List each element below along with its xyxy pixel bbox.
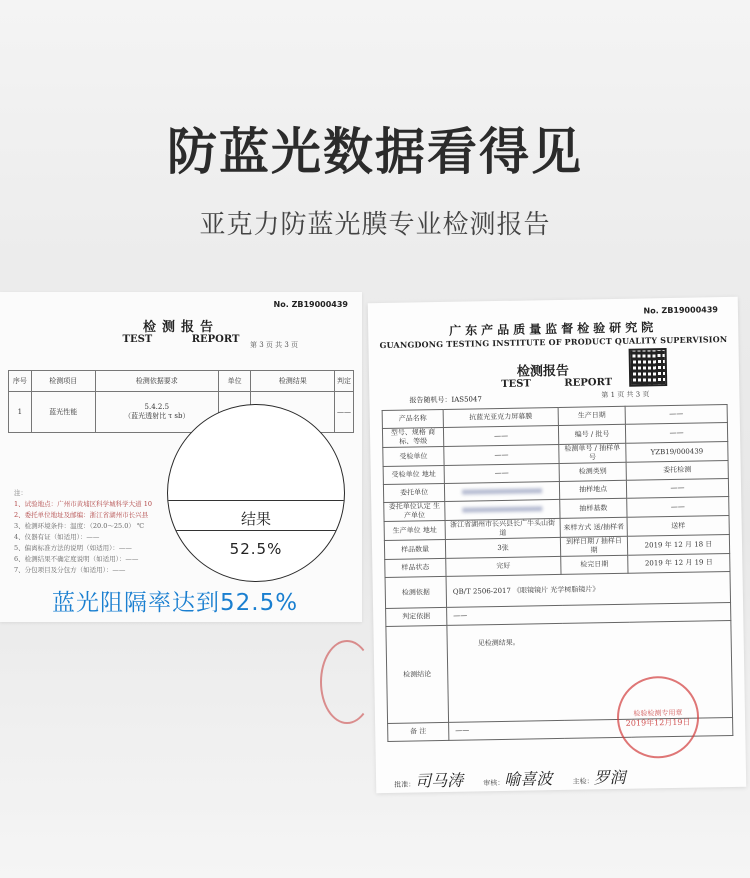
qr-code-icon <box>631 350 666 385</box>
field-label: 到样日期 / 抽样日期 <box>560 536 627 556</box>
page-subheadline: 亚克力防蓝光膜专业检测报告 <box>199 210 551 240</box>
field-label: 委托单位 <box>383 483 444 502</box>
seal-date: 2019年12月19日 <box>625 717 691 728</box>
field-label: 抽样基数 <box>560 498 627 518</box>
field-value-redacted <box>445 499 560 520</box>
result-magnifier <box>167 404 345 582</box>
field-value: —— <box>443 425 558 446</box>
page-headline: 防蓝光数据看得见 <box>167 123 583 181</box>
report-serial: 报告随机号：IAS5047 <box>409 395 482 405</box>
left-report-number: No. ZB19000439 <box>273 300 348 309</box>
field-value: 送样 <box>627 515 729 536</box>
field-value: —— <box>626 478 728 498</box>
table-header-row <box>9 371 354 392</box>
field-value: —— <box>625 423 727 444</box>
left-seal-stamp <box>320 640 374 724</box>
result-label: 结果 <box>240 510 271 528</box>
right-report-title-en: TEST REPORT <box>501 377 613 390</box>
signature-line <box>394 763 734 792</box>
field-label: 抽样地点 <box>559 480 626 499</box>
field-label: 产品名称 <box>382 409 443 428</box>
field-label: 生产日期 <box>558 406 625 425</box>
row-item: 蓝光性能 <box>31 392 95 433</box>
field-value: —— <box>444 444 559 465</box>
left-report-title-en: TEST REPORT <box>122 334 240 345</box>
field-value: 2019 年 12 月 18 日 <box>627 534 729 555</box>
note-line: 注： <box>14 489 27 497</box>
note-line: 6、检测结果不确定度说明（如适用）：—— <box>14 555 139 563</box>
right-report-sheet <box>368 297 746 793</box>
right-report-page-info: 第 1 页 共 3 页 <box>601 390 650 400</box>
field-value: YZB19/000439 <box>626 442 728 463</box>
note-line: 2、委托单位地址及邮编：浙江省湖州市长兴县 <box>14 511 149 519</box>
field-value: 委托检测 <box>626 461 728 481</box>
right-report-number: No. ZB19000439 <box>643 305 718 316</box>
header-cell: 检测项目 <box>31 371 95 392</box>
inspection-seal-stamp <box>616 676 699 759</box>
note-line: 1、试验地点：广州市黄埔区科学城科学大道 10 <box>14 500 152 508</box>
field-value: —— <box>627 496 729 517</box>
redacted-text <box>462 506 542 512</box>
field-label: 受检单位 <box>383 446 444 466</box>
redacted-text <box>462 488 542 494</box>
signature-inspector: 罗润 <box>593 767 626 788</box>
header-cell: 检测依据要求 <box>95 371 218 392</box>
field-value: 浙江省湖州市长兴县长广牛头山街道 <box>445 518 560 539</box>
row-number: 1 <box>9 392 32 433</box>
field-value: 3张 <box>445 537 560 558</box>
seal-text: 检验检测专用章 <box>633 708 683 718</box>
field-label: 来样方式 送/抽样者 <box>560 517 627 537</box>
signer-role: 批准： <box>394 780 416 789</box>
field-value: 2019 年 12 月 19 日 <box>628 553 730 573</box>
field-label: 检测类别 <box>559 462 626 481</box>
field-value: —— <box>449 717 733 740</box>
field-value: —— <box>447 602 731 625</box>
signer-role: 主检： <box>572 777 594 786</box>
field-label: 样品状态 <box>385 558 446 577</box>
note-line: 5、偏离标准方法的说明（如适用）：—— <box>14 544 132 552</box>
field-value: 完好 <box>446 556 561 576</box>
row-basis-clause: 5.4.2.5 <box>144 403 170 411</box>
result-value: 52.5% <box>229 540 283 558</box>
row-basis-desc: （蓝光透射比 τ sb） <box>124 412 190 420</box>
magnifier-divider <box>168 530 344 531</box>
signer-role: 审核： <box>483 778 505 788</box>
field-label: 检测单号 / 抽样单号 <box>559 443 626 463</box>
note-line: 7、分包项目及分包方（如适用）：—— <box>14 566 126 574</box>
field-label: 备 注 <box>388 722 449 741</box>
left-report-notes <box>14 488 152 576</box>
field-value: 见检测结果。 <box>447 620 733 722</box>
field-label: 判定依据 <box>386 607 447 626</box>
field-value: —— <box>625 405 727 425</box>
signature-reviewer: 喻喜波 <box>504 769 553 789</box>
field-value: 抗蓝光亚克力屏幕膜 <box>443 407 558 427</box>
institute-name-en: GUANGDONG TESTING INSTITUTE OF PRODUCT QUALITY SUPERVISION <box>379 333 728 351</box>
field-label: 编号 / 批号 <box>558 424 625 444</box>
signature-approver: 司马涛 <box>414 770 464 791</box>
field-label: 样品数量 <box>384 539 445 559</box>
header-cell: 检测结果 <box>251 371 335 392</box>
row-judge: —— <box>335 392 354 433</box>
header-cell: 判定 <box>335 371 354 392</box>
field-value: —— <box>444 463 559 483</box>
header-cell: 单位 <box>218 371 251 392</box>
note-line: 3、检测环境条件：温度：（20.0～25.0） ℃ <box>14 522 145 530</box>
blue-light-caption: 蓝光阻隔率达到52.5% <box>52 590 299 616</box>
right-report-title-cn: 检测报告 <box>516 363 570 380</box>
magnifier-divider <box>168 500 344 501</box>
field-label: 检测结论 <box>386 625 449 723</box>
field-label: 检完日期 <box>561 555 628 574</box>
field-label: 生产单位 地址 <box>384 520 445 540</box>
field-label: 受检单位 地址 <box>383 465 444 484</box>
header-cell: 序号 <box>9 371 32 392</box>
field-label: 型号、规格 商标、等级 <box>382 427 443 447</box>
left-report-page-info: 第 3 页 共 3 页 <box>250 341 299 349</box>
note-line: 4、仪器有证（如适用）：—— <box>14 533 100 541</box>
institute-name-cn: 广东产品质量监督检验研究院 <box>449 320 658 338</box>
field-label: 检测依据 <box>385 576 447 608</box>
field-value-redacted <box>444 481 559 501</box>
field-label: 委托单位认定 生产单位 <box>384 501 445 521</box>
field-value: QB/T 2506-2017 《眼镜镜片 光学树脂镜片》 <box>446 571 730 607</box>
left-report-title-cn: 检测报告 <box>142 320 219 335</box>
